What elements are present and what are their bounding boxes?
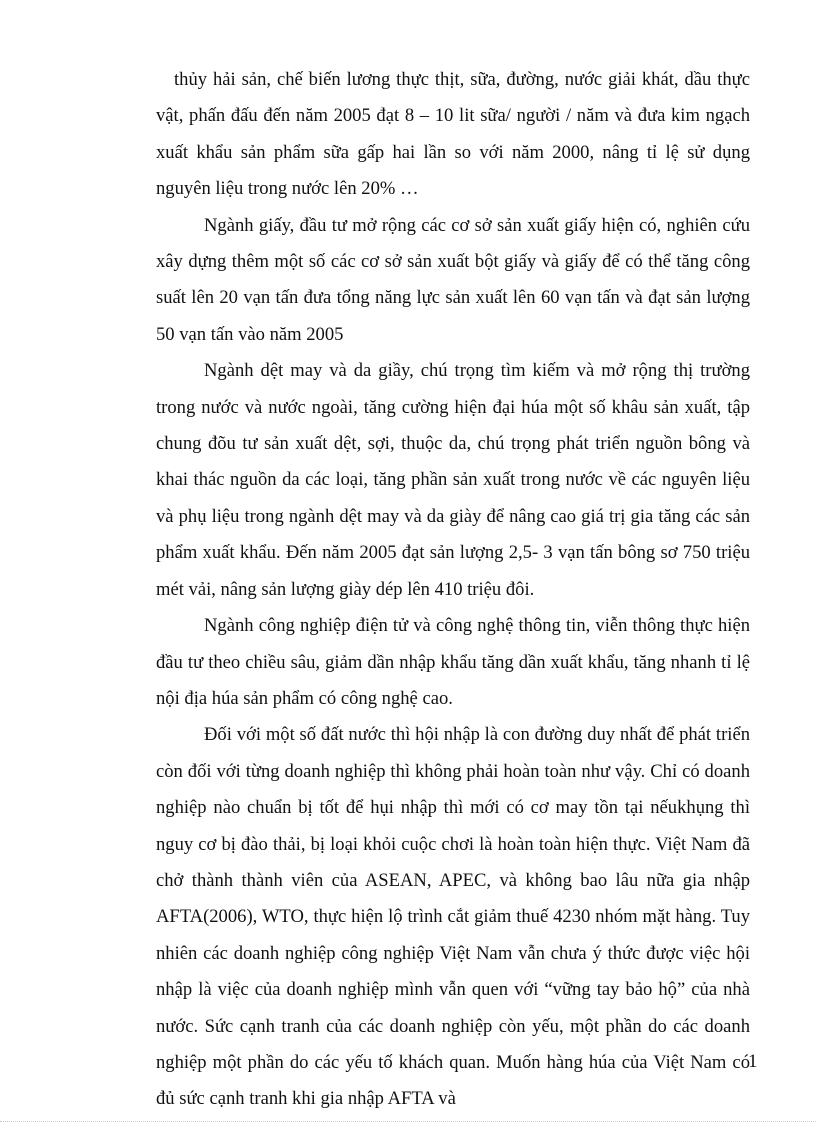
page-number: 1 (748, 1051, 758, 1072)
paragraph-paper-industry: Ngành giấy, đầu tư mở rộng các cơ sở sản xuất giấy hiện có, nghiên cứu xây dựng thêm một số các cơ sở sản xuất bột giấy và giấy để có thể tăng công suất lên 20 vạn tấn đưa tổng năng lực sản xuất lên 60 vạn tấn và đạt sản lượng 50 vạn tấn vào năm 2005 (156, 214, 750, 345)
body-text (156, 62, 750, 1118)
paragraph-electronics-it: Ngành công nghiệp điện tử và công nghệ thông tin, viễn thông thực hiện đầu tư theo chiều sâu, giảm dần nhập khẩu tăng dần xuất khẩu, tăng nhanh tỉ lệ nội địa húa sản phẩm có công nghệ cao. (156, 615, 750, 709)
paragraph-integration: Đối với một số đất nước thì hội nhập là con đường duy nhất để phát triển còn đối với từng doanh nghiệp thì không phải hoàn toàn như vậy. Chỉ có doanh nghiệp nào chuẩn bị tốt để hụi nhập thì mới có cơ may tồn tại nếukhụng thì nguy cơ bị đào thải, bị loại khỏi cuộc chơi là hoàn toàn hiện thực. Việt Nam đã chở thành thành viên của ASEAN, APEC, và không bao lâu nữa gia nhập AFTA(2006), WTO, thực hiện lộ trình cắt giảm thuế 4230 nhóm mặt hàng. Tuy nhiên các doanh nghiệp công nghiệp Việt Nam vẫn chưa ý thức được việc hội nhập là việc của doanh nghiệp mình vẫn quen với “vững tay bảo hộ” của nhà nước. Sức cạnh tranh của các doanh nghiệp còn yếu, một phần do các doanh nghiệp một phần do các yếu tố khách quan. Muốn hàng húa của Việt Nam có đủ sức cạnh tranh khi gia nhập AFTA và (156, 724, 750, 1110)
paragraph-dairy-continuation: thủy hải sản, chế biến lương thực thịt, sữa, đường, nước giải khát, dầu thực vật, phấn đấu đến năm 2005 đạt 8 – 10 lit sữa/ người / năm và đưa kim ngạch xuất khẩu sản phẩm sữa gấp hai lần so với năm 2000, nâng tỉ lệ sử dụng nguyên liệu trong nước lên 20% … (156, 69, 750, 200)
paragraph-textile-leather: Ngành dệt may và da giầy, chú trọng tìm kiếm và mở rộng thị trường trong nước và nước ngoài, tăng cường hiện đại húa một số khâu sản xuất, tập chung đõu tư sản xuất dệt, sợi, thuộc da, chú trọng phát triển nguồn bông và khai thác nguồn da các loại, tăng phần sản xuất trong nước về các nguyên liệu và phụ liệu trong ngành dệt may và da giày để nâng cao giá trị gia tăng các sản phẩm xuất khẩu. Đến năm 2005 đạt sản lượng 2,5- 3 vạn tấn bông sơ 750 triệu mét vải, nâng sản lượng giày dép lên 410 triệu đôi. (156, 360, 750, 600)
page-bottom-divider (0, 1121, 816, 1122)
